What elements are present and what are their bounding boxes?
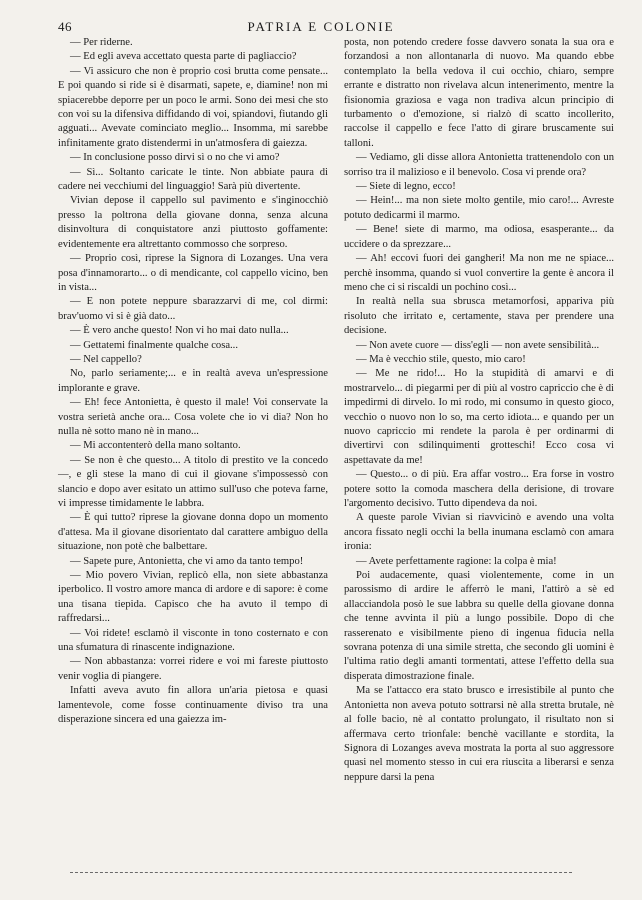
paragraph: — Vi assicuro che non è proprio così brutta come pensate... E poi quando si ride si è disarmati, sapete, e, diamine! non mi spiacerebbe deporre per un poco le armi. Sono dei mesi che sto con voi su la difensiva diffidando di voi, spiandovi, fiutando gli agguati... Avevate cominciato meglio... Insomma, mi sarebbe infinitamente grato distendermi in un'atmosfera di gaiezza. [58, 65, 328, 149]
page-header [0, 14, 642, 36]
paragraph: — Non abbastanza: vorrei ridere e voi mi fareste piuttosto venir voglia di piangere. [58, 656, 328, 682]
paragraph: — Hein!... ma non siete molto gentile, mio caro!... Avreste potuto dedicarmi il marmo. [344, 195, 614, 221]
paragraph: — Proprio così, riprese la Signora di Lozanges. Una vera posa d'innamorarto... o di mendicante, col cappello vicino, ben in vista... [58, 253, 328, 293]
paragraph: — Sì... Soltanto caricate le tinte. Non abbiate paura di cadere nei vecchiumi del linguaggio! Sarà più divertente. [58, 166, 328, 193]
paragraph: Vivian depose il cappello sul pavimento e s'inginocchiò presso la poltrona della giovane donna, senza alcuna disinvoltura di conquistatore anzi piuttosto goffamente: evidentemente era altrettanto commosso che sorpreso. [58, 195, 328, 250]
paragraph: — È vero anche questo! Non vi ho mai dato nulla... [70, 325, 289, 337]
paragraph: — Mi accontenterò della mano soltanto. [70, 440, 241, 452]
paragraph: — Ed egli aveva accettato questa parte di pagliaccio? [70, 51, 297, 63]
paragraph: — È qui tutto? riprese la giovane donna dopo un momento d'attesa. Ma il giovane disorientato dal carattere ambiguo della situazione, non potè che balbettare. [58, 512, 328, 553]
paragraph: — Bene! siete di marmo, ma odiosa, esasperante... da uccidere o da sprezzare... [344, 224, 614, 250]
paragraph: — In conclusione posso dirvi sì o no che vi amo? [70, 152, 280, 164]
paragraph: — Nel cappello? [70, 353, 142, 365]
paragraph: — Non avete cuore — diss'egli — non avete sensibilità... [356, 339, 600, 351]
right-column [344, 36, 614, 785]
running-title: PATRIA E COLONIE [247, 19, 395, 34]
paragraph: — Gettatemi finalmente qualche cosa... [70, 339, 238, 351]
paragraph: — Mio povero Vivian, replicò ella, non siete abbastanza iperbolico. Il vostro amore manca di ardore e di sapore: è come una tisana tiepida. Capisco che ha avuto il tempo di raffredarsi... [58, 570, 328, 625]
left-column [58, 36, 328, 728]
paragraph: Poi audacemente, quasi violentemente, come in un parossismo di ardire le afferrò le mani, l'attirò a sè ed allacciandola posò le sue labbra su quelle della giovane donna che tenne avvinta il più a lungo possibile. Dopo di che rasserenato e visibilmente pieno di ingenua fiducia nella sovrana potenza di una simile stretta, che secondo gli uomini è l'ultima ratio degli amanti tormentati, attese l'effetto della sua disperata dimostrazione finale. [344, 570, 614, 682]
paragraph: — Ah! eccovi fuori dei gangheri! Ma non me ne spiace... perchè insomma, quando si vuol convertire la gente è ancora il meno che ci si riscaldi un pochino così... [344, 253, 614, 293]
paragraph: — Vediamo, gli disse allora Antonietta trattenendolo con un sorriso tra il malizioso e il benevolo. Cosa vi prende ora? [344, 152, 614, 178]
paragraph: — Sapete pure, Antonietta, che vi amo da tanto tempo! [70, 555, 304, 567]
paragraph: posta, non potendo credere fosse davvero sonata la sua ora e forzandosi a non allontanarla di nuovo. Ma quando ebbe contemplato la bella vedova il cui occhio, chiaro, sempre errante e distratto non rivelava alcun intenerimento, mentre la fisionomia graziosa e vaga non tradiva alcun principio di turbamento o d'emozione, si rialzò di scatto incollerito, raccolse il cappello e fece l'atto di girare bruscamente sui talloni. [344, 37, 614, 149]
paragraph: Ma se l'attacco era stato brusco e irresistibile al punto che Antonietta non aveva potuto sottrarsi nè alla stretta brutale, nè al folle bacio, nè al contatto prolungato, il risultato non si affermava certo trionfale: benchè vacillante e stordita, la Signora di Lozanges aveva mostrata la porta al suo aggressore quasi nel momento stesso in cui era riuscita a liberarsi e senza neppure darsi la pena [344, 685, 614, 783]
paragraph: — Avete perfettamente ragione: la colpa è mia! [356, 555, 557, 567]
footer-rule [70, 872, 572, 873]
paragraph: — Questo... o di più. Era affar vostro... Era forse in vostro potere sotto la comoda maschera della derisione, di trovare l'argomento decisivo. Tutto dipendeva da noi. [344, 469, 614, 509]
paragraph: — Me ne rido!... Ho la stupidità di amarvi e di mostrarvelo... di piegarmi per di più al vostro capriccio che è di impedirmi di dirvelo. Io mi rodo, mi consumo in questo gioco, vecchio o nuovo non lo so, ma certo idiota... e quando per un nuovo capriccio mi rendete la parola è per ordinarmi di divertirvi con sdilinquimenti grotteschi! Ecco cosa vi aspettavate da me! [344, 368, 614, 466]
paragraph: Infatti aveva avuto fin allora un'aria pietosa e quasi lamentevole, come fosse continuamente diviso tra una disperazione sincera ed una gaiezza im- [58, 685, 328, 726]
paragraph: A queste parole Vivian si riavvicinò e avendo una volta ancora fissato negli occhi la bella inumana esclamò con amara ironia: [344, 512, 614, 553]
paragraph: — Se non è che questo... A titolo di prestito ve la concedo —, e gli stese la mano di cui il giovane s'impossessò con slancio e dopo aver esitato un attimo sull'uso che poteva farne, vi impresse timidamente le labbra. [58, 454, 328, 509]
paragraph: — Ma è vecchio stile, questo, mio caro! [356, 353, 526, 365]
paragraph: — Siete di legno, ecco! [356, 181, 456, 193]
page-number: 46 [58, 19, 72, 34]
paragraph: — Voi ridete! esclamò il visconte in tono costernato e con una sfumatura di rinascente indignazione. [58, 627, 328, 654]
paragraph: No, parlo seriamente;... e in realtà aveva un'espressione implorante e grave. [58, 368, 328, 394]
paragraph: — Per riderne. [70, 37, 133, 48]
paragraph: — Eh! fece Antonietta, è questo il male! Voi conservate la vostra serietà anche ora... Cosa volete che io vi dia? Non ho nulla nè sotto mano nè in mano... [58, 397, 328, 437]
paragraph: In realtà nella sua sbrusca metamorfosi, appariva più risoluto che irritato e, certamente, stava per prendere una decisione. [344, 296, 614, 337]
paragraph: — E non potete neppure sbarazzarvi di me, col dirmi: brav'uomo vi si è già dato... [58, 296, 328, 322]
